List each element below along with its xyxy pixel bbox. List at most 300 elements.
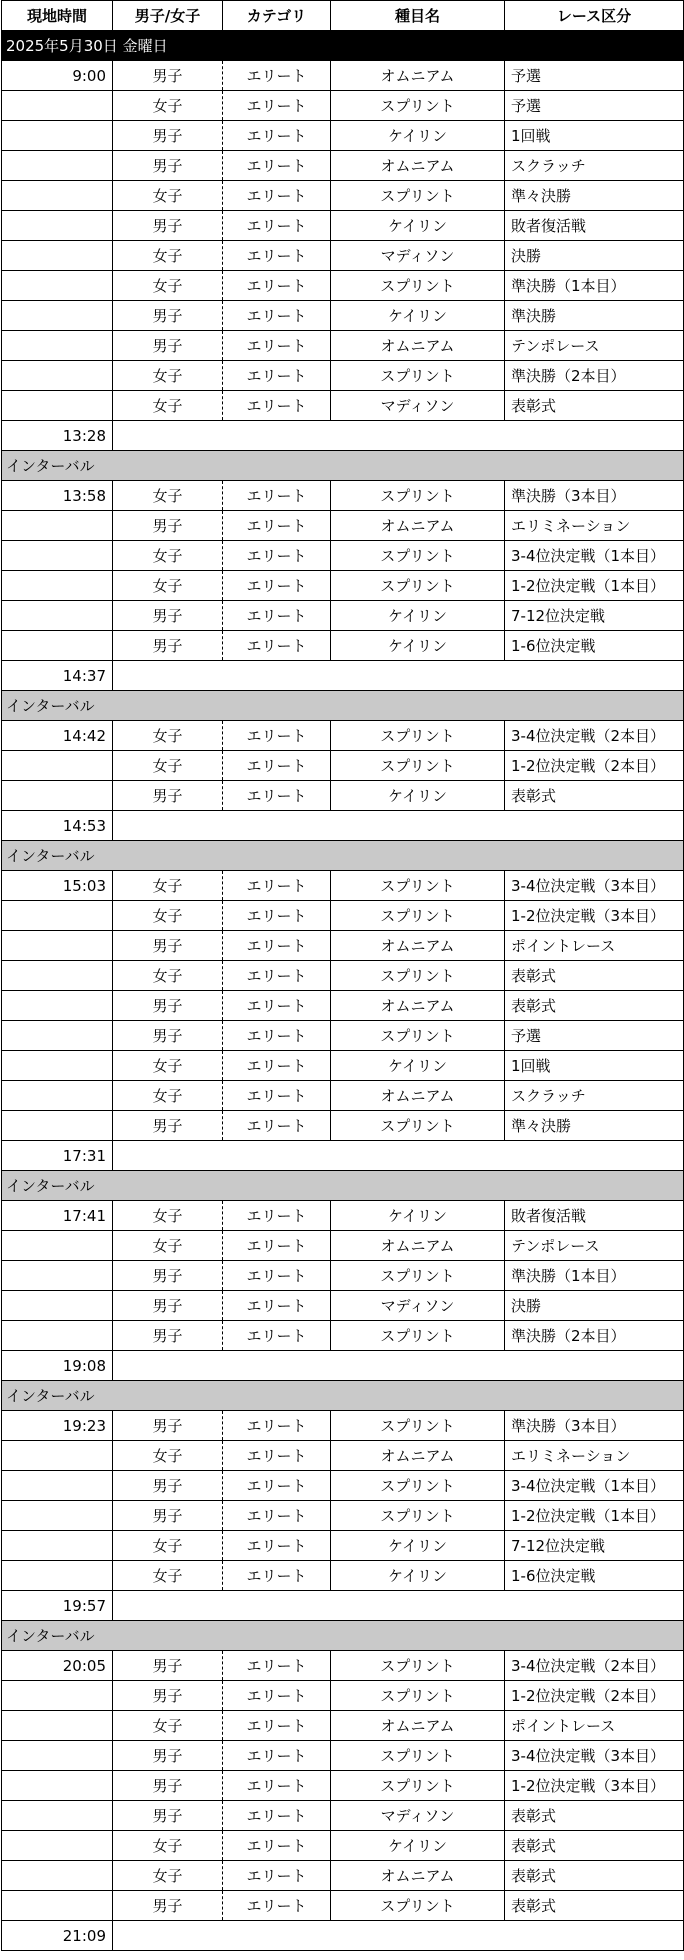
event-cell: ケイリン (331, 121, 505, 151)
gender-cell: 女子 (113, 241, 223, 271)
category-cell: エリート (223, 91, 331, 121)
category-cell: エリート (223, 631, 331, 661)
event-cell: ケイリン (331, 211, 505, 241)
event-cell: スプリント (331, 961, 505, 991)
schedule-row (2, 871, 684, 901)
local-time-cell (2, 1531, 113, 1561)
local-time-cell (2, 1261, 113, 1291)
event-cell: スプリント (331, 901, 505, 931)
category-cell: エリート (223, 1441, 331, 1471)
interval-label: インターバル (2, 1381, 684, 1411)
gender-cell: 男子 (113, 1681, 223, 1711)
local-time-cell: 13:58 (2, 481, 113, 511)
gender-cell: 女子 (113, 871, 223, 901)
category-cell: エリート (223, 871, 331, 901)
schedule-row (2, 1441, 684, 1471)
category-cell: エリート (223, 481, 331, 511)
end-time-cell: 13:28 (2, 421, 113, 451)
interval-row (2, 1621, 684, 1651)
event-cell: オムニアム (331, 61, 505, 91)
schedule-row (2, 1321, 684, 1351)
category-cell: エリート (223, 1471, 331, 1501)
gender-cell: 男子 (113, 61, 223, 91)
schedule-row (2, 241, 684, 271)
category-cell: エリート (223, 1321, 331, 1351)
race-type-cell: 1-2位決定戦（1本目） (505, 571, 684, 601)
schedule-row (2, 481, 684, 511)
race-type-cell: 予選 (505, 1021, 684, 1051)
category-cell: エリート (223, 511, 331, 541)
gender-cell: 女子 (113, 1051, 223, 1081)
category-cell: エリート (223, 151, 331, 181)
header-row (2, 1, 684, 31)
category-cell: エリート (223, 1081, 331, 1111)
category-cell: エリート (223, 301, 331, 331)
category-cell: エリート (223, 271, 331, 301)
local-time-cell (2, 181, 113, 211)
schedule-row (2, 1201, 684, 1231)
gender-cell: 男子 (113, 1801, 223, 1831)
schedule-row (2, 391, 684, 421)
schedule-row (2, 1501, 684, 1531)
schedule-row (2, 211, 684, 241)
local-time-cell (2, 751, 113, 781)
end-time-cell: 21:09 (2, 1921, 113, 1951)
category-cell: エリート (223, 1261, 331, 1291)
category-cell: エリート (223, 61, 331, 91)
local-time-cell (2, 1561, 113, 1591)
gender-cell: 女子 (113, 961, 223, 991)
event-cell: スプリント (331, 571, 505, 601)
gender-cell: 男子 (113, 631, 223, 661)
event-cell: スプリント (331, 1651, 505, 1681)
local-time-cell: 9:00 (2, 61, 113, 91)
local-time-cell (2, 1501, 113, 1531)
gender-cell: 男子 (113, 1291, 223, 1321)
interval-row (2, 1171, 684, 1201)
end-time-blank (113, 1591, 684, 1621)
local-time-cell (2, 271, 113, 301)
schedule-row (2, 571, 684, 601)
event-cell: スプリント (331, 1681, 505, 1711)
schedule-row (2, 721, 684, 751)
race-type-cell: 1回戦 (505, 121, 684, 151)
end-time-row (2, 421, 684, 451)
event-cell: ケイリン (331, 781, 505, 811)
interval-row (2, 1381, 684, 1411)
schedule-row (2, 361, 684, 391)
interval-row (2, 691, 684, 721)
gender-cell: 男子 (113, 1021, 223, 1051)
category-cell: エリート (223, 331, 331, 361)
local-time-cell (2, 1051, 113, 1081)
event-cell: スプリント (331, 181, 505, 211)
local-time-cell (2, 1741, 113, 1771)
gender-cell: 男子 (113, 931, 223, 961)
local-time-cell: 15:03 (2, 871, 113, 901)
schedule-row (2, 1411, 684, 1441)
event-cell: スプリント (331, 751, 505, 781)
race-type-cell: 1-2位決定戦（2本目） (505, 751, 684, 781)
race-type-cell: 準決勝（1本目） (505, 1261, 684, 1291)
local-time-cell (2, 331, 113, 361)
category-cell: エリート (223, 1111, 331, 1141)
end-time-row (2, 1351, 684, 1381)
local-time-cell (2, 1891, 113, 1921)
race-type-cell: 3-4位決定戦（1本目） (505, 541, 684, 571)
race-type-cell: 3-4位決定戦（2本目） (505, 721, 684, 751)
race-type-cell: 表彰式 (505, 991, 684, 1021)
event-cell: スプリント (331, 1111, 505, 1141)
gender-cell: 女子 (113, 1531, 223, 1561)
category-cell: エリート (223, 1801, 331, 1831)
event-cell: スプリント (331, 1891, 505, 1921)
race-type-cell: 予選 (505, 61, 684, 91)
category-cell: エリート (223, 901, 331, 931)
header-race-type: レース区分 (505, 1, 684, 31)
race-type-cell: 敗者復活戦 (505, 211, 684, 241)
gender-cell: 男子 (113, 1741, 223, 1771)
race-type-cell: 準決勝 (505, 301, 684, 331)
end-time-cell: 19:57 (2, 1591, 113, 1621)
schedule-row (2, 1111, 684, 1141)
category-cell: エリート (223, 571, 331, 601)
gender-cell: 女子 (113, 571, 223, 601)
gender-cell: 女子 (113, 1861, 223, 1891)
gender-cell: 男子 (113, 1261, 223, 1291)
local-time-cell (2, 511, 113, 541)
category-cell: エリート (223, 1291, 331, 1321)
local-time-cell: 17:41 (2, 1201, 113, 1231)
category-cell: エリート (223, 1531, 331, 1561)
event-cell: スプリント (331, 1321, 505, 1351)
local-time-cell (2, 961, 113, 991)
category-cell: エリート (223, 1771, 331, 1801)
local-time-cell: 14:42 (2, 721, 113, 751)
gender-cell: 男子 (113, 1891, 223, 1921)
local-time-cell (2, 361, 113, 391)
gender-cell: 女子 (113, 1201, 223, 1231)
race-type-cell: 準決勝（3本目） (505, 1411, 684, 1441)
race-type-cell: 敗者復活戦 (505, 1201, 684, 1231)
schedule-row (2, 61, 684, 91)
category-cell: エリート (223, 391, 331, 421)
gender-cell: 男子 (113, 301, 223, 331)
end-time-cell: 14:53 (2, 811, 113, 841)
race-type-cell: 3-4位決定戦（1本目） (505, 1471, 684, 1501)
event-cell: スプリント (331, 1411, 505, 1441)
local-time-cell (2, 1801, 113, 1831)
category-cell: エリート (223, 1051, 331, 1081)
gender-cell: 男子 (113, 151, 223, 181)
race-type-cell: 1-2位決定戦（2本目） (505, 1681, 684, 1711)
schedule-row (2, 151, 684, 181)
race-type-cell: テンポレース (505, 1231, 684, 1261)
local-time-cell (2, 631, 113, 661)
gender-cell: 女子 (113, 1231, 223, 1261)
schedule-row (2, 181, 684, 211)
local-time-cell (2, 1471, 113, 1501)
schedule-row (2, 991, 684, 1021)
event-cell: ケイリン (331, 1201, 505, 1231)
category-cell: エリート (223, 931, 331, 961)
category-cell: エリート (223, 541, 331, 571)
gender-cell: 女子 (113, 91, 223, 121)
event-cell: ケイリン (331, 1561, 505, 1591)
race-type-cell: 表彰式 (505, 1831, 684, 1861)
gender-cell: 女子 (113, 1561, 223, 1591)
event-cell: スプリント (331, 481, 505, 511)
end-time-cell: 17:31 (2, 1141, 113, 1171)
category-cell: エリート (223, 1831, 331, 1861)
race-type-cell: 1-2位決定戦（3本目） (505, 901, 684, 931)
event-cell: ケイリン (331, 1531, 505, 1561)
gender-cell: 女子 (113, 181, 223, 211)
end-time-cell: 14:37 (2, 661, 113, 691)
event-cell: スプリント (331, 1471, 505, 1501)
category-cell: エリート (223, 361, 331, 391)
gender-cell: 男子 (113, 781, 223, 811)
gender-cell: 女子 (113, 271, 223, 301)
event-cell: スプリント (331, 1261, 505, 1291)
schedule-row (2, 331, 684, 361)
race-type-cell: 準々決勝 (505, 1111, 684, 1141)
schedule-row (2, 511, 684, 541)
schedule-row (2, 751, 684, 781)
event-cell: オムニアム (331, 1081, 505, 1111)
race-type-cell: 表彰式 (505, 1801, 684, 1831)
race-type-cell: 決勝 (505, 1291, 684, 1321)
race-type-cell: 7-12位決定戦 (505, 601, 684, 631)
schedule-row (2, 961, 684, 991)
schedule-row (2, 1651, 684, 1681)
schedule-row (2, 1021, 684, 1051)
schedule-row (2, 541, 684, 571)
event-cell: マディソン (331, 241, 505, 271)
schedule-row (2, 1261, 684, 1291)
date-row (2, 31, 684, 61)
event-cell: オムニアム (331, 1861, 505, 1891)
gender-cell: 女子 (113, 1441, 223, 1471)
category-cell: エリート (223, 781, 331, 811)
gender-cell: 女子 (113, 1081, 223, 1111)
gender-cell: 女子 (113, 1831, 223, 1861)
event-cell: オムニアム (331, 511, 505, 541)
category-cell: エリート (223, 961, 331, 991)
event-cell: スプリント (331, 871, 505, 901)
event-cell: マディソン (331, 1291, 505, 1321)
category-cell: エリート (223, 1411, 331, 1441)
category-cell: エリート (223, 1741, 331, 1771)
event-cell: ケイリン (331, 301, 505, 331)
schedule-row (2, 1771, 684, 1801)
category-cell: エリート (223, 181, 331, 211)
event-cell: オムニアム (331, 1711, 505, 1741)
race-type-cell: エリミネーション (505, 1441, 684, 1471)
gender-cell: 男子 (113, 601, 223, 631)
race-type-cell: 表彰式 (505, 961, 684, 991)
event-cell: マディソン (331, 391, 505, 421)
local-time-cell (2, 301, 113, 331)
category-cell: エリート (223, 1861, 331, 1891)
schedule-row (2, 1231, 684, 1261)
gender-cell: 女子 (113, 1711, 223, 1741)
gender-cell: 男子 (113, 1651, 223, 1681)
schedule-row (2, 1051, 684, 1081)
event-cell: スプリント (331, 361, 505, 391)
race-type-cell: 表彰式 (505, 391, 684, 421)
race-type-cell: 1-6位決定戦 (505, 1561, 684, 1591)
interval-label: インターバル (2, 691, 684, 721)
event-cell: オムニアム (331, 1441, 505, 1471)
event-cell: マディソン (331, 1801, 505, 1831)
event-cell: スプリント (331, 1741, 505, 1771)
gender-cell: 男子 (113, 121, 223, 151)
schedule-row (2, 601, 684, 631)
local-time-cell (2, 1711, 113, 1741)
end-time-blank (113, 1141, 684, 1171)
local-time-cell (2, 1321, 113, 1351)
category-cell: エリート (223, 1681, 331, 1711)
schedule-row (2, 901, 684, 931)
event-cell: オムニアム (331, 931, 505, 961)
end-time-row (2, 661, 684, 691)
race-type-cell: 1-6位決定戦 (505, 631, 684, 661)
end-time-row (2, 1921, 684, 1951)
local-time-cell (2, 1681, 113, 1711)
gender-cell: 女子 (113, 391, 223, 421)
gender-cell: 女子 (113, 481, 223, 511)
event-cell: ケイリン (331, 1831, 505, 1861)
event-cell: オムニアム (331, 331, 505, 361)
race-type-cell: 1-2位決定戦（3本目） (505, 1771, 684, 1801)
gender-cell: 女子 (113, 361, 223, 391)
schedule-row (2, 931, 684, 961)
local-time-cell: 20:05 (2, 1651, 113, 1681)
race-type-cell: 表彰式 (505, 1891, 684, 1921)
schedule-row (2, 1711, 684, 1741)
schedule-row (2, 1681, 684, 1711)
local-time-cell (2, 1021, 113, 1051)
interval-label: インターバル (2, 1171, 684, 1201)
gender-cell: 男子 (113, 331, 223, 361)
schedule-table (1, 0, 684, 1951)
schedule-row (2, 271, 684, 301)
interval-row (2, 841, 684, 871)
header-category: カテゴリ (223, 1, 331, 31)
local-time-cell (2, 1831, 113, 1861)
schedule-row (2, 1561, 684, 1591)
gender-cell: 男子 (113, 1111, 223, 1141)
local-time-cell (2, 991, 113, 1021)
category-cell: エリート (223, 1201, 331, 1231)
schedule-row (2, 1531, 684, 1561)
interval-label: インターバル (2, 841, 684, 871)
local-time-cell (2, 1291, 113, 1321)
schedule-row (2, 1891, 684, 1921)
date-label: 2025年5月30日 金曜日 (2, 31, 684, 61)
category-cell: エリート (223, 211, 331, 241)
local-time-cell (2, 241, 113, 271)
schedule-row (2, 1471, 684, 1501)
event-cell: スプリント (331, 541, 505, 571)
gender-cell: 男子 (113, 1321, 223, 1351)
header-local-time: 現地時間 (2, 1, 113, 31)
event-cell: ケイリン (331, 1051, 505, 1081)
schedule-row (2, 1801, 684, 1831)
race-type-cell: テンポレース (505, 331, 684, 361)
local-time-cell (2, 1771, 113, 1801)
race-type-cell: スクラッチ (505, 151, 684, 181)
category-cell: エリート (223, 1711, 331, 1741)
race-type-cell: 1回戦 (505, 1051, 684, 1081)
race-type-cell: ポイントレース (505, 931, 684, 961)
gender-cell: 男子 (113, 991, 223, 1021)
category-cell: エリート (223, 601, 331, 631)
end-time-row (2, 1591, 684, 1621)
schedule-row (2, 1291, 684, 1321)
category-cell: エリート (223, 241, 331, 271)
gender-cell: 女子 (113, 541, 223, 571)
category-cell: エリート (223, 1891, 331, 1921)
event-cell: スプリント (331, 1021, 505, 1051)
end-time-row (2, 811, 684, 841)
category-cell: エリート (223, 1651, 331, 1681)
race-type-cell: 準々決勝 (505, 181, 684, 211)
race-type-cell: 1-2位決定戦（1本目） (505, 1501, 684, 1531)
race-type-cell: 表彰式 (505, 781, 684, 811)
local-time-cell (2, 151, 113, 181)
local-time-cell (2, 781, 113, 811)
event-cell: スプリント (331, 271, 505, 301)
gender-cell: 女子 (113, 721, 223, 751)
race-type-cell: 表彰式 (505, 1861, 684, 1891)
category-cell: エリート (223, 751, 331, 781)
category-cell: エリート (223, 1561, 331, 1591)
gender-cell: 女子 (113, 901, 223, 931)
race-type-cell: ポイントレース (505, 1711, 684, 1741)
race-type-cell: 7-12位決定戦 (505, 1531, 684, 1561)
end-time-blank (113, 1921, 684, 1951)
race-type-cell: 準決勝（2本目） (505, 1321, 684, 1351)
end-time-blank (113, 421, 684, 451)
interval-label: インターバル (2, 451, 684, 481)
end-time-row (2, 1141, 684, 1171)
race-type-cell: 準決勝（2本目） (505, 361, 684, 391)
race-type-cell: 3-4位決定戦（2本目） (505, 1651, 684, 1681)
category-cell: エリート (223, 1501, 331, 1531)
schedule-row (2, 91, 684, 121)
category-cell: エリート (223, 121, 331, 151)
local-time-cell (2, 1111, 113, 1141)
local-time-cell (2, 1861, 113, 1891)
gender-cell: 男子 (113, 511, 223, 541)
schedule-body (2, 31, 684, 1951)
schedule-row (2, 631, 684, 661)
category-cell: エリート (223, 991, 331, 1021)
race-type-cell: エリミネーション (505, 511, 684, 541)
gender-cell: 男子 (113, 1411, 223, 1441)
event-cell: スプリント (331, 721, 505, 751)
end-time-blank (113, 1351, 684, 1381)
event-cell: スプリント (331, 1771, 505, 1801)
interval-row (2, 451, 684, 481)
gender-cell: 男子 (113, 211, 223, 241)
schedule-row (2, 1861, 684, 1891)
gender-cell: 男子 (113, 1471, 223, 1501)
event-cell: スプリント (331, 91, 505, 121)
event-cell: スプリント (331, 1501, 505, 1531)
